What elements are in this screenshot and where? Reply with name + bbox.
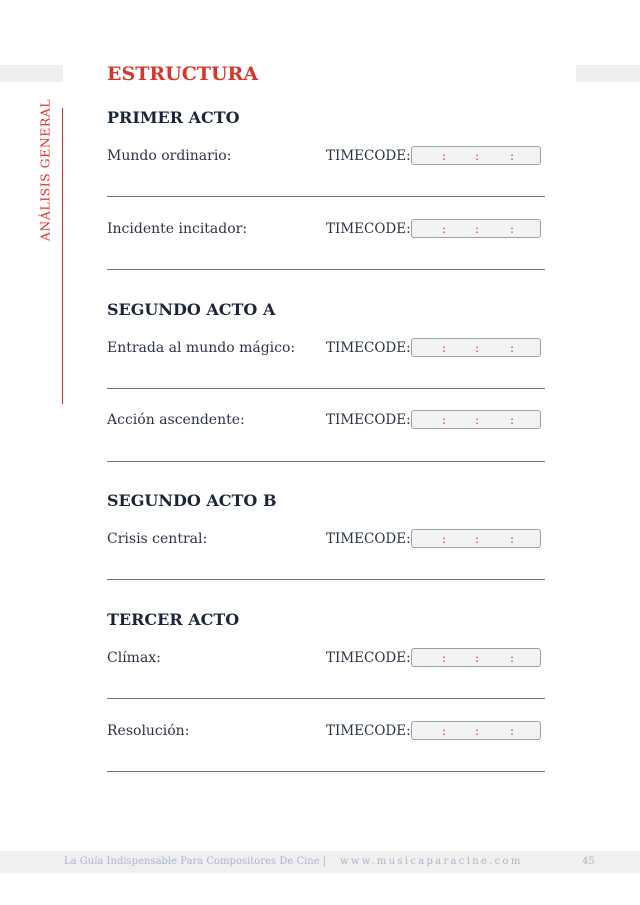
timecode-separator: :	[442, 651, 447, 665]
row-label: Crisis central:	[107, 531, 208, 547]
row-label: Resolución:	[107, 723, 190, 739]
timecode-separator: :	[442, 222, 447, 236]
timecode-row	[107, 146, 545, 166]
header-bar-left	[0, 65, 63, 82]
page-title: ESTRUCTURA	[107, 63, 259, 85]
timecode-input[interactable]	[411, 721, 541, 740]
page-number: 45	[582, 856, 595, 867]
timecode-separator: :	[510, 724, 515, 738]
timecode-separator: :	[442, 532, 447, 546]
timecode-row	[107, 410, 545, 430]
timecode-separator: :	[442, 413, 447, 427]
side-section-label: ANÁLISIS GENERAL	[37, 98, 53, 242]
act-title-3: TERCER ACTO	[107, 610, 240, 629]
timecode-separator: :	[475, 222, 480, 236]
timecode-separator: :	[510, 149, 515, 163]
timecode-row	[107, 721, 545, 741]
timecode-input[interactable]	[411, 146, 541, 165]
act-title-2a: SEGUNDO ACTO A	[107, 300, 276, 319]
timecode-separator: :	[442, 341, 447, 355]
timecode-separator: :	[510, 222, 515, 236]
row-label: Entrada al mundo mágico:	[107, 340, 296, 356]
writing-line	[107, 698, 545, 699]
timecode-input[interactable]	[411, 529, 541, 548]
timecode-row	[107, 338, 545, 358]
writing-line	[107, 461, 545, 462]
timecode-separator: :	[510, 651, 515, 665]
row-label: Incidente incitador:	[107, 221, 248, 237]
timecode-label: TIMECODE:	[326, 723, 411, 739]
timecode-label: TIMECODE:	[326, 340, 411, 356]
timecode-input[interactable]	[411, 219, 541, 238]
timecode-input[interactable]	[411, 410, 541, 429]
timecode-label: TIMECODE:	[326, 221, 411, 237]
act-title-2b: SEGUNDO ACTO B	[107, 491, 277, 510]
writing-line	[107, 388, 545, 389]
timecode-separator: :	[510, 532, 515, 546]
timecode-separator: :	[475, 532, 480, 546]
row-label: Mundo ordinario:	[107, 148, 232, 164]
row-label: Acción ascendente:	[107, 412, 245, 428]
timecode-row	[107, 219, 545, 239]
row-label: Clímax:	[107, 650, 161, 666]
timecode-separator: :	[475, 724, 480, 738]
timecode-label: TIMECODE:	[326, 148, 411, 164]
timecode-separator: :	[510, 413, 515, 427]
act-title-1: PRIMER ACTO	[107, 108, 240, 127]
timecode-separator: :	[475, 413, 480, 427]
header-bar-right	[576, 65, 640, 82]
timecode-separator: :	[510, 341, 515, 355]
timecode-separator: :	[475, 341, 480, 355]
timecode-input[interactable]	[411, 648, 541, 667]
footer-url[interactable]: www.musicaparacine.com	[340, 856, 523, 867]
writing-line	[107, 771, 545, 772]
writing-line	[107, 196, 545, 197]
footer-book-title: La Guía Indispensable Para Compositores De Cine |	[64, 856, 327, 867]
timecode-label: TIMECODE:	[326, 531, 411, 547]
timecode-separator: :	[475, 149, 480, 163]
timecode-input[interactable]	[411, 338, 541, 357]
timecode-separator: :	[442, 149, 447, 163]
writing-line	[107, 579, 545, 580]
timecode-row	[107, 648, 545, 668]
timecode-label: TIMECODE:	[326, 412, 411, 428]
side-rule	[62, 108, 63, 404]
timecode-row	[107, 529, 545, 549]
timecode-separator: :	[442, 724, 447, 738]
timecode-separator: :	[475, 651, 480, 665]
timecode-label: TIMECODE:	[326, 650, 411, 666]
writing-line	[107, 269, 545, 270]
